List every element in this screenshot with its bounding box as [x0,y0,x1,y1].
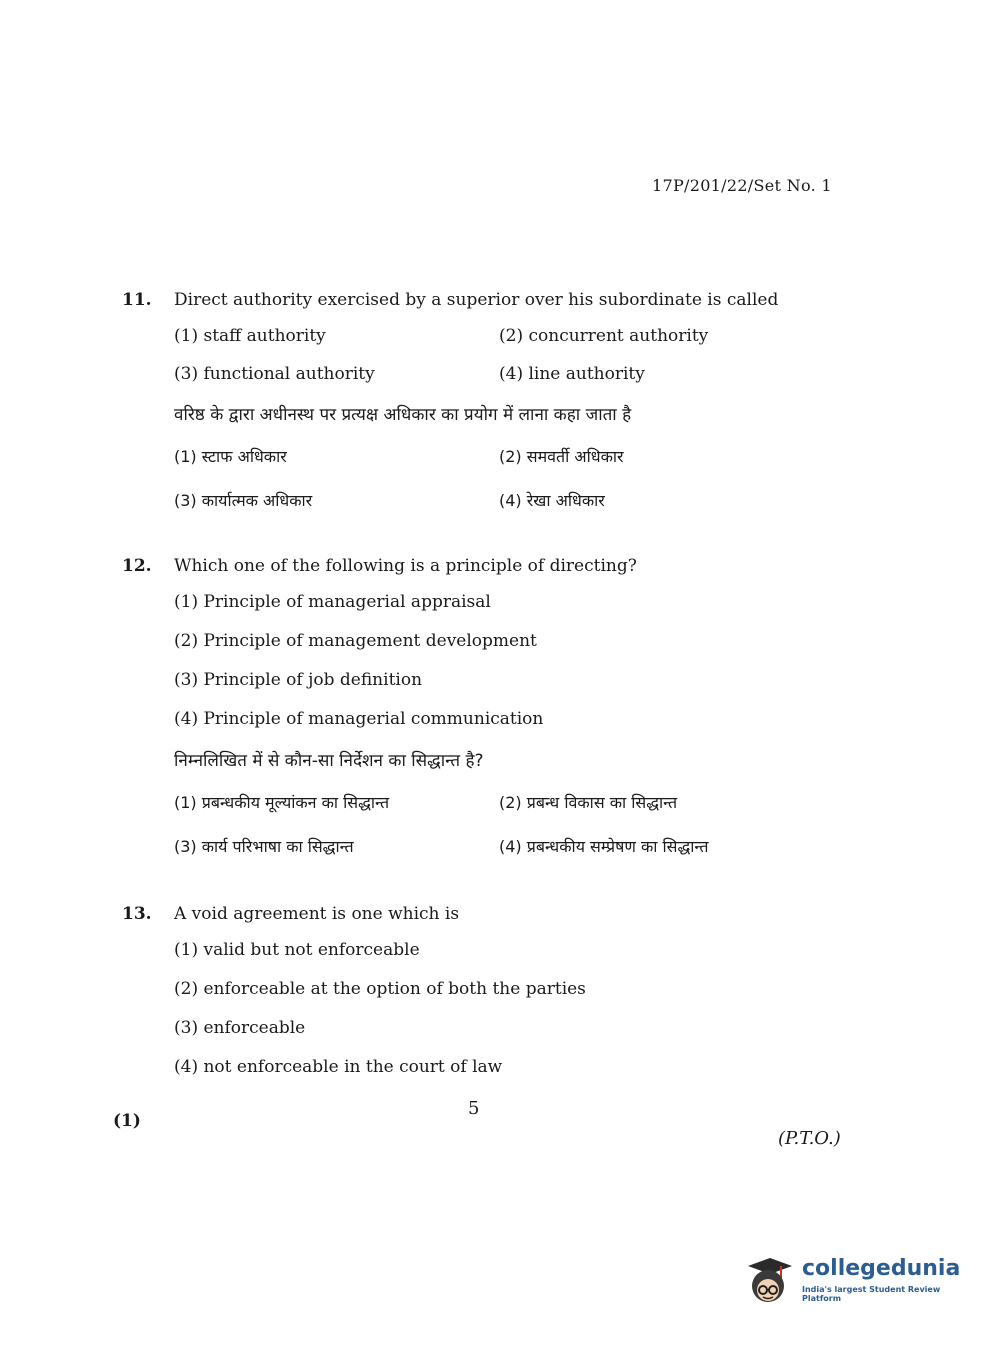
option-3: (3) enforceable [174,1018,306,1038]
question-text: Which one of the following is a principle of directing? [174,556,637,576]
mascot-icon [740,1252,796,1308]
question-11 [122,290,822,511]
hindi-option-2: (2) समवर्ती अधिकार [499,447,624,466]
question-number: 12. [122,556,152,576]
options [174,326,822,384]
pto-label: (P.T.O.) [778,1128,841,1149]
hindi-options [174,791,822,857]
option-4: (4) not enforceable in the court of law [174,1057,503,1077]
footer-set-number: (1) [113,1111,141,1131]
option-2: (2) enforceable at the option of both the parties [174,979,586,999]
option-1: (1) valid but not enforceable [174,940,420,960]
hindi-question-text: वरिष्ठ के द्वारा अधीनस्थ पर प्रत्यक्ष अधिकार का प्रयोग में लाना कहा जाता है [174,405,632,425]
hindi-option-1: (1) स्टाफ अधिकार [174,447,287,466]
logo-name: collegedunia [802,1256,961,1281]
options [174,592,822,729]
option-1: (1) staff authority [174,326,326,346]
hindi-option-2: (2) प्रबन्ध विकास का सिद्धान्त [499,793,678,812]
option-1: (1) Principle of managerial appraisal [174,592,491,612]
hindi-option-3: (3) कार्यात्मक अधिकार [174,491,313,510]
question-text: A void agreement is one which is [174,904,460,924]
hindi-option-1: (1) प्रबन्धकीय मूल्यांकन का सिद्धान्त [174,793,390,812]
hindi-option-3: (3) कार्य परिभाषा का सिद्धान्त [174,837,354,856]
hindi-options [174,445,822,511]
page-number: 5 [468,1098,480,1119]
hindi-option-4: (4) रेखा अधिकार [499,491,605,510]
option-2: (2) concurrent authority [499,326,709,346]
option-2: (2) Principle of management development [174,631,537,651]
question-13 [122,904,822,1096]
options [174,940,822,1077]
paper-code: 17P/201/22/Set No. 1 [652,176,832,195]
option-4: (4) Principle of managerial communication [174,709,544,729]
option-3: (3) Principle of job definition [174,670,423,690]
logo-tagline: India's largest Student Review Platform [802,1285,941,1303]
question-text: Direct authority exercised by a superior over his subordinate is called [174,290,779,310]
question-number: 13. [122,904,152,924]
collegedunia-logo [740,1250,970,1310]
question-number: 11. [122,290,152,310]
question-12 [122,556,822,857]
option-4: (4) line authority [499,364,645,384]
hindi-question-text: निम्नलिखित में से कौन-सा निर्देशन का सिद्धान्त है? [174,751,484,771]
option-3: (3) functional authority [174,364,375,384]
hindi-option-4: (4) प्रबन्धकीय सम्प्रेषण का सिद्धान्त [499,837,709,856]
